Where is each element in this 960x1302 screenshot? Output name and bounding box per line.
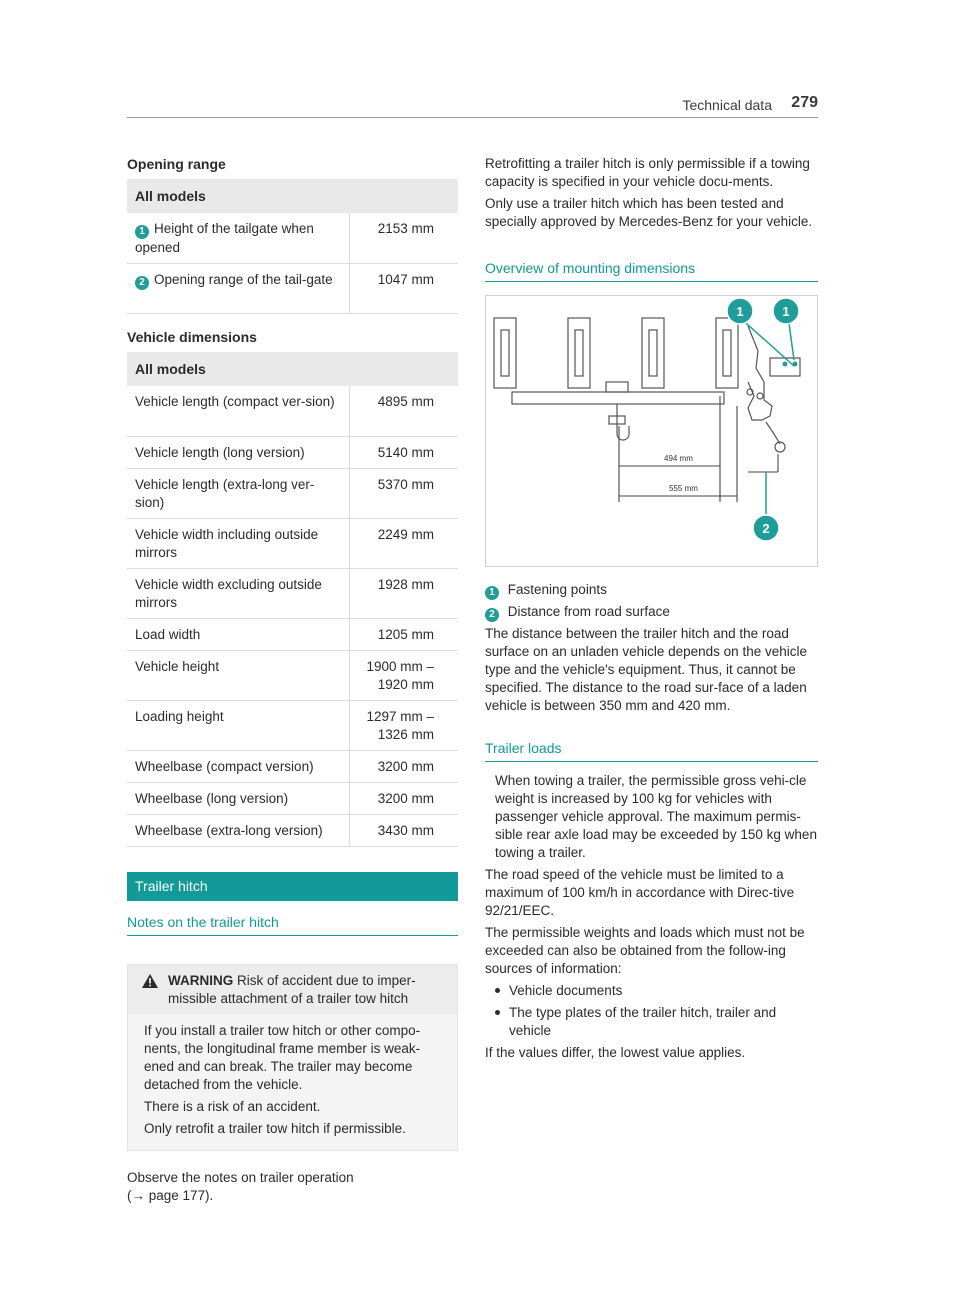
row-label: Vehicle width including outside mirrors xyxy=(127,518,349,568)
fastening-point-badge xyxy=(727,298,753,324)
page-header xyxy=(127,96,818,118)
warning-box xyxy=(127,964,458,1151)
dimension-label-555: 555 mm xyxy=(669,484,698,493)
table-row xyxy=(127,518,458,568)
info-sources-list xyxy=(485,982,818,1040)
vehicle-dimensions-table xyxy=(127,352,458,847)
row-value: 4895 mm xyxy=(349,386,458,436)
row-label: Loading height xyxy=(127,700,349,750)
callout-badge: 2 xyxy=(135,276,149,290)
table-row xyxy=(127,618,458,650)
legend-item: 2 Distance from road surface xyxy=(485,603,818,622)
warning-paragraph: If you install a trailer tow hitch or other compo-nents, the longitudinal frame member is weak-ened and can break. The trailer may become detached from the vehicle. xyxy=(144,1022,421,1092)
page-link[interactable]: (→ page 177). xyxy=(127,1187,214,1203)
intro-paragraph: Retrofitting a trailer hitch is only permissible if a towing capacity is specified in your vehicle docu-ments. xyxy=(485,156,810,189)
callout-badge: 1 xyxy=(135,225,149,239)
dimension-label-494: 494 mm xyxy=(664,454,693,463)
observe-notes: Observe the notes on trailer operation (→ page 177). xyxy=(127,1169,354,1203)
row-value: 3430 mm xyxy=(349,814,458,846)
trailer-hitch-drawing xyxy=(486,296,817,566)
table-row xyxy=(127,814,458,846)
row-value: 5370 mm xyxy=(349,468,458,518)
table-row xyxy=(127,436,458,468)
table-row xyxy=(127,568,458,618)
notes-heading: Notes on the trailer hitch xyxy=(127,913,458,936)
table-header: All models xyxy=(127,352,458,386)
loads-paragraph: The permissible weights and loads which must not be exceeded can also be obtained from the follow-ing sources of information: xyxy=(485,925,805,976)
row-label: Height of the tailgate when opened xyxy=(135,221,314,255)
right-column xyxy=(485,155,818,1066)
road-distance-badge xyxy=(753,515,779,541)
row-label: Vehicle height xyxy=(127,650,349,700)
row-label: Load width xyxy=(127,618,349,650)
left-column xyxy=(127,155,458,1209)
vehicle-dimensions-title: Vehicle dimensions xyxy=(127,329,257,345)
warning-label: WARNING xyxy=(168,972,234,988)
warning-body xyxy=(128,1014,457,1150)
table-row xyxy=(127,650,458,700)
table-row xyxy=(127,468,458,518)
loads-paragraph: When towing a trailer, the permissible gross vehi-cle weight is increased by 100 kg for vehicles with passenger vehicle approval. The maximum permis-sible rear axle load may be exceeded by 150 kg when towing a trailer. xyxy=(495,773,817,860)
legend-item: 1 Fastening points xyxy=(485,581,818,600)
loads-paragraph: The road speed of the vehicle must be limited to a maximum of 100 km/h in accordance with Direc-tive 92/21/EEC. xyxy=(485,867,795,918)
trailer-loads-heading: Trailer loads xyxy=(485,739,818,762)
row-label: Wheelbase (compact version) xyxy=(127,750,349,782)
row-value: 2249 mm xyxy=(349,518,458,568)
row-label: Vehicle length (extra-long ver-sion) xyxy=(127,468,349,518)
row-label: Vehicle width excluding outside mirrors xyxy=(127,568,349,618)
list-item: Vehicle documents xyxy=(495,982,818,1000)
table-row xyxy=(127,700,458,750)
table-header: All models xyxy=(127,179,458,213)
svg-text:2: 2 xyxy=(762,521,770,536)
row-label: Opening range of the tail-gate xyxy=(154,272,333,287)
table-row xyxy=(127,213,458,264)
row-value: 1900 mm – 1920 mm xyxy=(349,650,458,700)
row-value: 1047 mm xyxy=(349,264,458,314)
warning-paragraph: There is a risk of an accident. xyxy=(144,1098,321,1114)
table-row xyxy=(127,264,458,314)
row-label: Wheelbase (extra-long version) xyxy=(127,814,349,846)
row-label: Vehicle length (compact ver-sion) xyxy=(127,386,349,436)
row-label: Wheelbase (long version) xyxy=(127,782,349,814)
row-value: 5140 mm xyxy=(349,436,458,468)
row-value: 1205 mm xyxy=(349,618,458,650)
distance-paragraph: The distance between the trailer hitch and the road surface on an unladen vehicle depends on the vehicle type and the vehicle's equipment. Thus, it cannot be specified. The distance to the road sur-face of a laden vehicle is between 350 mm and 420 mm. xyxy=(485,626,807,713)
mounting-heading: Overview of mounting dimensions xyxy=(485,259,818,282)
callout-badge: 1 xyxy=(485,586,499,600)
row-value: 2153 mm xyxy=(349,213,458,264)
opening-range-title: Opening range xyxy=(127,156,226,172)
row-value: 3200 mm xyxy=(349,750,458,782)
list-item: The type plates of the trailer hitch, trailer and vehicle xyxy=(495,1004,818,1040)
section-title: Technical data xyxy=(682,97,772,113)
opening-range-table xyxy=(127,179,458,314)
trailer-hitch-section-bar: Trailer hitch xyxy=(127,872,458,901)
table-row xyxy=(127,750,458,782)
fastening-point-badge xyxy=(773,298,799,324)
svg-text:1: 1 xyxy=(736,304,744,319)
warning-icon xyxy=(142,974,158,988)
warning-paragraph: Only retrofit a trailer tow hitch if permissible. xyxy=(144,1120,406,1136)
svg-text:1: 1 xyxy=(782,304,790,319)
mounting-dimensions-figure xyxy=(485,295,818,567)
intro-paragraph: Only use a trailer hitch which has been tested and specially approved by Mercedes-Benz for your vehicle. xyxy=(485,196,813,229)
callout-badge: 2 xyxy=(485,608,499,622)
row-value: 1297 mm – 1326 mm xyxy=(349,700,458,750)
row-value: 1928 mm xyxy=(349,568,458,618)
warning-text: Risk of accident due to imper-missible attachment of a trailer tow hitch xyxy=(168,972,416,1006)
warning-header xyxy=(128,965,457,1014)
page-number: 279 xyxy=(791,94,818,111)
row-value: 3200 mm xyxy=(349,782,458,814)
table-row xyxy=(127,782,458,814)
final-paragraph: If the values differ, the lowest value applies. xyxy=(485,1045,746,1060)
row-label: Vehicle length (long version) xyxy=(127,436,349,468)
table-row xyxy=(127,386,458,436)
